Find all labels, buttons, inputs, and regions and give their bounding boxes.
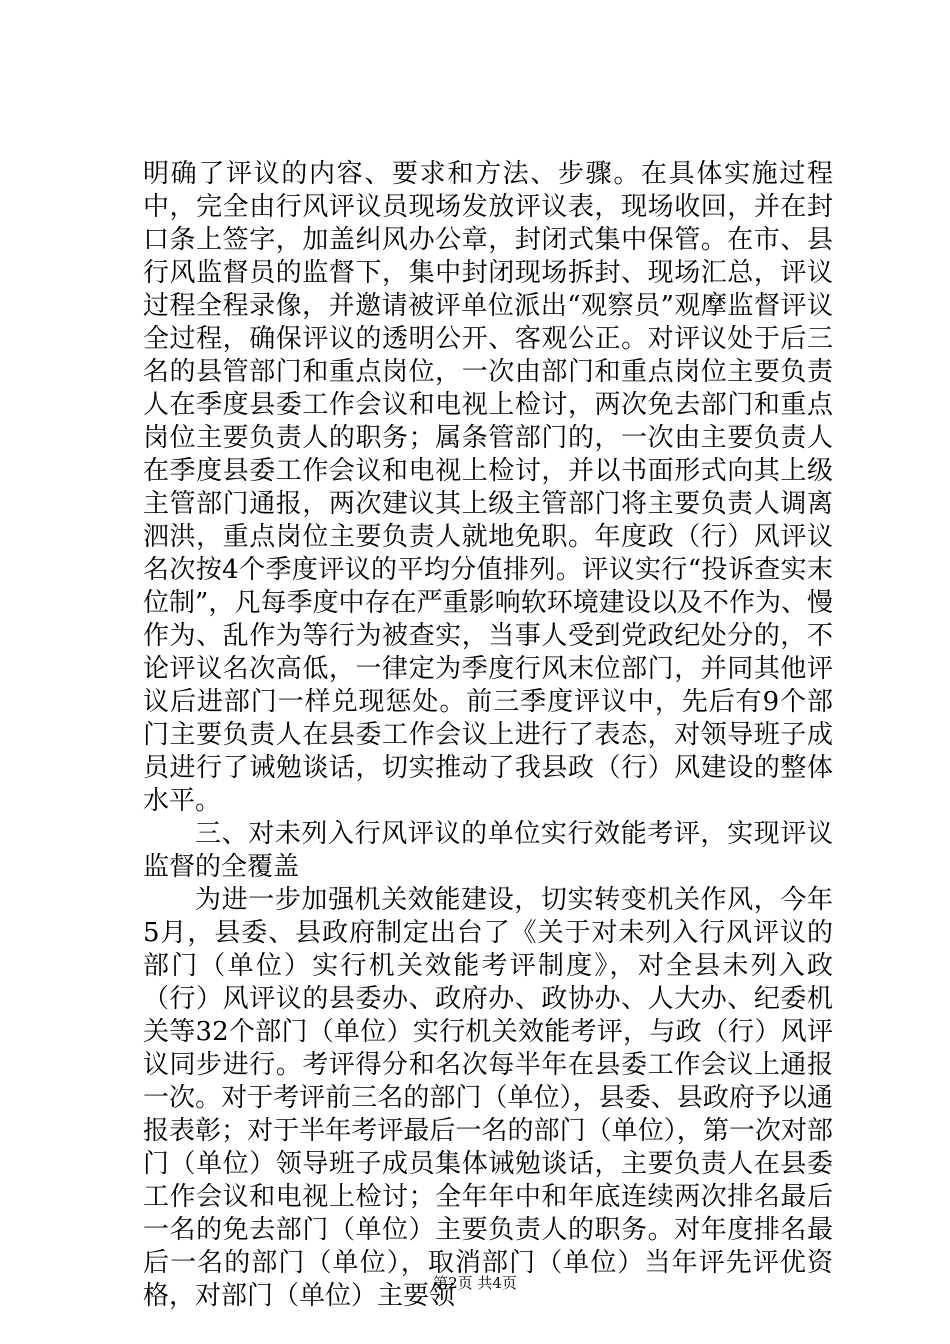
paragraph-continuation: 明确了评议的内容、要求和方法、步骤。在具体实施过程中，完全由行风评议员现场发放评议表，现场收回，并在封口条上签字，加盖纠风办公章，封闭式集中保管。在市、县行风监督员的监督下，集中封闭现场拆封、现场汇总，评议过程全程录像，并邀请被评单位派出“观察员”观摩监督评议全过程，确保评议的透明公开、客观公正。对评议处于后三名的县管部门和重点岗位，一次由部门和重点岗位主要负责人在季度县委工作会议和电视上检讨，两次免去部门和重点岗位主要负责人的职务；属条管部门的，一次由主要负责人在季度县委工作会议和电视上检讨，并以书面形式向其上级主管部门通报，两次建议其上级主管部门将主要负责人调离泗洪，重点岗位主要负责人就地免职。年度政（行）风评议名次按4个季度评议的平均分值排列。评议实行“投诉查实末位制”，凡每季度中存在严重影响软环境建设以及不作为、慢作为、乱作为等行为被查实，当事人受到党政纪处分的，不论评议名次高低，一律定为季度行风末位部门，并同其他评议后进部门一样兑现惩处。前三季度评议中，先后有9个部门主要负责人在县委工作会议上进行了表态，对领导班子成员进行了诫勉谈话，切实推动了我县政（行）风建设的整体水平。 — [143, 159, 833, 816]
document-body — [143, 158, 833, 1313]
section-heading-3: 三、对未列入行风评议的单位实行效能考评，实现评议监督的全覆盖 — [143, 819, 833, 882]
page-footer: 第2页 共4页 — [433, 1274, 517, 1292]
paragraph-efficiency-evaluation: 为进一步加强机关效能建设，切实转变机关作风，今年5月，县委、县政府制定出台了《关于对未列入行风评议的部门（单位）实行机关效能考评制度》，对全县未列入政（行）风评议的县委办、政府办、政协办、人大办、纪委机关等32个部门（单位）实行机关效能考评，与政（行）风评议同步进行。考评得分和名次每半年在县委工作会议上通报一次。对于考评前三名的部门（单位），县委、县政府予以通报表彰；对于半年考评最后一名的部门（单位），第一次对部门（单位）领导班子成员集体诫勉谈话，主要负责人在县委工作会议和电视上检讨；全年年中和年底连续两次排名最后一名的免去部门（单位）主要负责人的职务。对年度排名最后一名的部门（单位），取消部门（单位）当年评先评优资格，对部门（单位）主要领 — [143, 885, 833, 1311]
